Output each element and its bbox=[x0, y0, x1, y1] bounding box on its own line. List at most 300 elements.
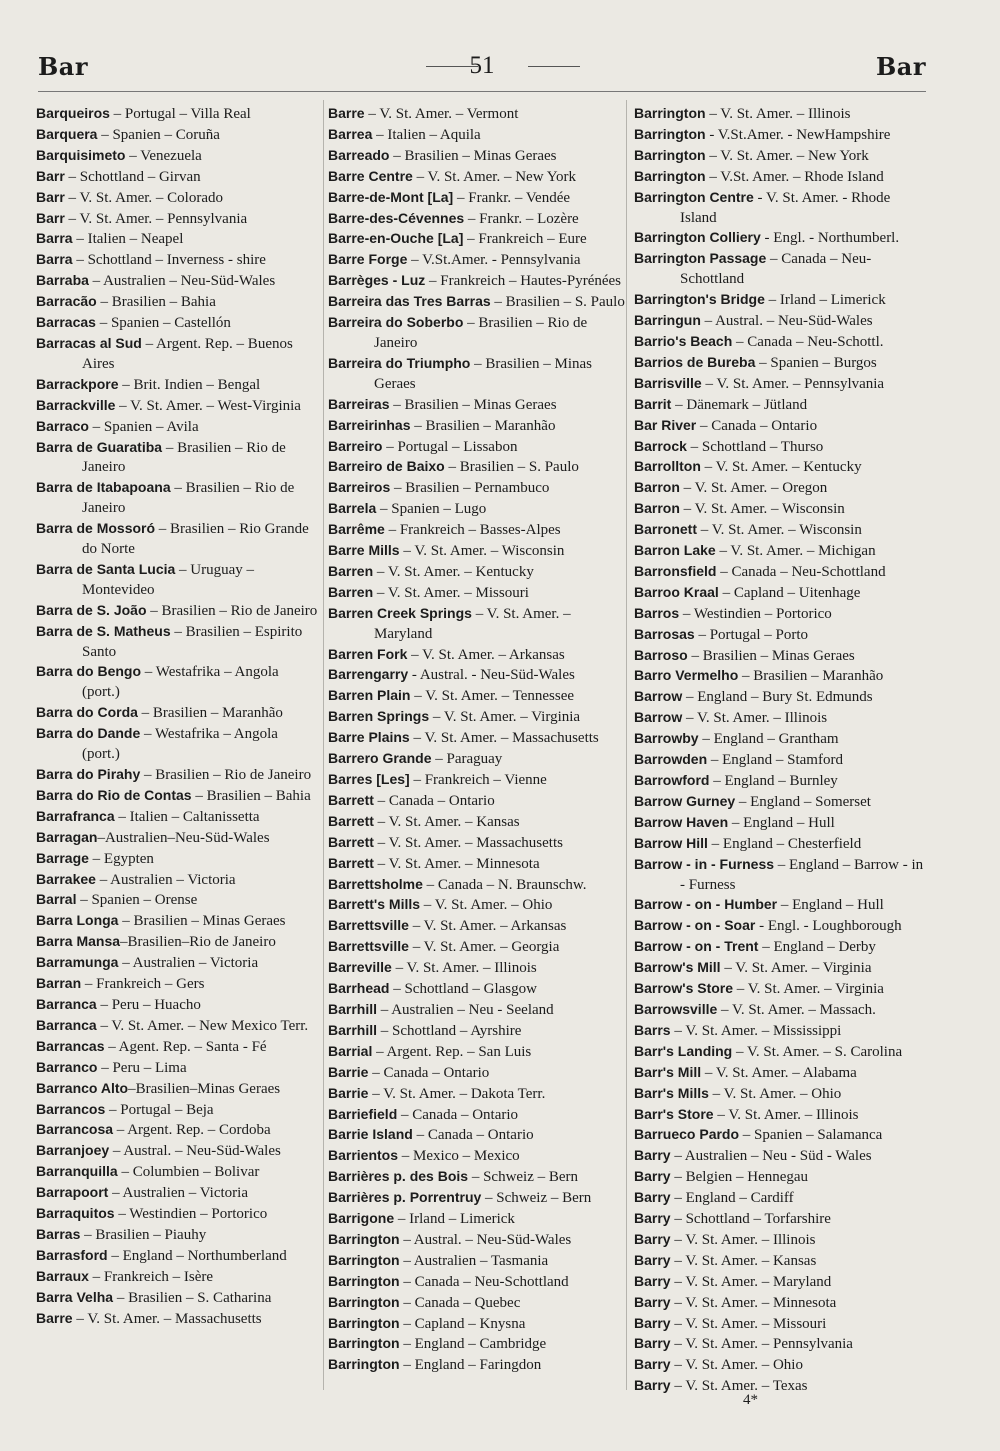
gazetteer-entry bbox=[634, 1042, 930, 1063]
gazetteer-entry bbox=[634, 457, 930, 478]
entry-location: – Belgien – Hennegau bbox=[670, 1169, 809, 1186]
entry-location: – V. St. Amer. – Massachusetts bbox=[373, 834, 563, 851]
entry-location: – Peru – Huacho bbox=[96, 996, 201, 1013]
entry-location: – V. St. Amer. – New York bbox=[412, 168, 577, 185]
gazetteer-entry bbox=[36, 292, 319, 313]
gazetteer-entry bbox=[634, 104, 930, 125]
entry-headword: Barren bbox=[328, 562, 374, 579]
gazetteer-entry bbox=[36, 1058, 319, 1079]
entry-location: – Australien – Neu-Süd-Wales bbox=[88, 273, 276, 290]
entry-location: – Frankreich – Basses-Alpes bbox=[384, 522, 561, 539]
entry-location: – Brasilien – Rio de Janeiro bbox=[140, 767, 312, 783]
entry-location: – Frankreich – Eure bbox=[463, 231, 587, 248]
entry-headword: Barroo Kraal bbox=[634, 583, 719, 600]
gazetteer-entry bbox=[634, 1000, 930, 1021]
entry-headword: Barra de Santa Lucia bbox=[36, 560, 176, 577]
entry-location: – Austral. – Neu-Süd-Wales bbox=[109, 1143, 281, 1160]
entry-location: – Schottland – Thurso bbox=[686, 438, 824, 455]
entry-headword: Barron Lake bbox=[634, 542, 716, 559]
entry-location: – V. St. Amer. – Virginia bbox=[720, 960, 872, 977]
gazetteer-entry bbox=[36, 870, 319, 891]
entry-headword: Barra de S. João bbox=[36, 601, 147, 618]
gazetteer-entry bbox=[36, 622, 319, 663]
entry-headword: Barrington bbox=[328, 1293, 400, 1310]
entry-location: – Schottland – Ayrshire bbox=[377, 1022, 522, 1039]
entry-location: – V. St. Amer. – Ohio bbox=[708, 1085, 842, 1102]
entry-headword: Barrow - on - Humber bbox=[634, 896, 778, 913]
entry-headword: Barra bbox=[36, 251, 73, 268]
entry-location: – Austral. – Neu-Süd-Wales bbox=[399, 1231, 572, 1248]
gazetteer-entry bbox=[36, 334, 319, 375]
entry-headword: Barranca bbox=[36, 995, 97, 1012]
entry-headword: Barra de S. Matheus bbox=[36, 622, 171, 639]
gazetteer-entry bbox=[328, 749, 626, 770]
gazetteer-entry bbox=[634, 750, 930, 771]
entry-headword: Barrackpore bbox=[36, 375, 119, 392]
entry-location: – Brasilien – Pernambuco bbox=[390, 480, 550, 497]
gazetteer-entry bbox=[634, 813, 930, 834]
entry-location: – V. St. Amer. – Pennsylvania bbox=[701, 375, 885, 392]
entry-location: – Schweiz – Bern bbox=[468, 1169, 579, 1186]
entry-headword: Barrington bbox=[328, 1230, 400, 1247]
gazetteer-entry bbox=[328, 562, 626, 583]
entry-location: – V. St. Amer. – Colorado bbox=[64, 189, 224, 206]
entry-location: – V.St.Amer. - Pennsylvania bbox=[407, 252, 581, 269]
entry-headword: Barrettsholme bbox=[328, 875, 423, 892]
gazetteer-entry bbox=[36, 438, 319, 479]
entry-location: – V. St. Amer. – Maryland bbox=[374, 605, 571, 642]
entry-headword: Barral bbox=[36, 891, 77, 908]
entry-headword: Barranco bbox=[36, 1058, 98, 1075]
gazetteer-entry bbox=[634, 625, 930, 646]
entry-headword: Barrela bbox=[328, 500, 377, 517]
entry-location: – Brasilien – S. Paulo bbox=[490, 294, 625, 311]
entry-location: – Brit. Indien – Bengal bbox=[118, 376, 261, 393]
gazetteer-entry bbox=[634, 895, 930, 916]
gazetteer-entry bbox=[328, 1251, 626, 1272]
entry-location: – Columbien – Bolivar bbox=[117, 1164, 260, 1181]
entry-location: – Brasilien – Minas Geraes bbox=[118, 913, 286, 930]
entry-headword: Barre Centre bbox=[328, 167, 413, 184]
gazetteer-entry bbox=[36, 229, 319, 250]
gazetteer-entry bbox=[328, 395, 626, 416]
gazetteer-entry bbox=[328, 271, 626, 292]
gazetteer-entry bbox=[36, 807, 319, 828]
entry-location: – V. St. Amer. – Virginia bbox=[429, 709, 581, 726]
entry-headword: Barrapoort bbox=[36, 1184, 109, 1201]
gazetteer-entry bbox=[634, 1167, 930, 1188]
entry-location: – Spanien – Lugo bbox=[376, 501, 487, 518]
gazetteer-entry bbox=[634, 416, 930, 437]
entry-location: – V. St. Amer. – Illinois bbox=[391, 960, 537, 977]
gazetteer-entry bbox=[328, 583, 626, 604]
entry-headword: Barren Plain bbox=[328, 687, 411, 704]
entry-location: – V. St. Amer. – Kentucky bbox=[700, 459, 862, 476]
entry-headword: Barra do Pirahy bbox=[36, 766, 141, 782]
entry-headword: Barracas bbox=[36, 314, 96, 331]
gazetteer-entry bbox=[634, 332, 930, 353]
entry-headword: Barreiro bbox=[328, 437, 383, 454]
entry-location: – Brasilien – Maranhão bbox=[410, 417, 556, 434]
gazetteer-entry bbox=[328, 209, 626, 230]
gazetteer-entry bbox=[328, 645, 626, 666]
entry-headword: Barreiros bbox=[328, 479, 391, 496]
entry-headword: Barronsfield bbox=[634, 562, 717, 579]
entry-location: – V. St. Amer. – Kentucky bbox=[373, 563, 534, 580]
entry-location: – Canada – Ontario bbox=[368, 1064, 490, 1081]
entry-headword: Barry bbox=[634, 1210, 671, 1227]
entry-location: – Schottland – Torfarshire bbox=[670, 1211, 831, 1228]
entry-location: – V.St. Amer. – Rhode Island bbox=[705, 168, 884, 185]
entry-headword: Barra Mansa bbox=[36, 933, 121, 950]
entry-headword: Barreiras bbox=[328, 395, 390, 412]
entry-headword: Barr's Mill bbox=[634, 1063, 702, 1080]
entry-location: – Italien – Caltanissetta bbox=[114, 808, 260, 825]
gazetteer-entry bbox=[634, 855, 930, 896]
entry-location: – V. St. Amer. – Wisconsin bbox=[679, 501, 845, 518]
entry-location: – England – Grantham bbox=[698, 731, 839, 748]
entry-location: – England – Northumberland bbox=[107, 1247, 287, 1264]
entry-location: – England – Barrow - in - Furness bbox=[680, 856, 924, 893]
entry-headword: Barre Plains bbox=[328, 729, 410, 746]
gazetteer-entry bbox=[36, 396, 319, 417]
entry-headword: Barreira das Tres Barras bbox=[328, 293, 491, 310]
gazetteer-entry bbox=[328, 1167, 626, 1188]
running-head-left: Bar bbox=[38, 52, 88, 81]
entry-location: – England – Hull bbox=[728, 814, 835, 831]
entry-headword: Barros bbox=[634, 604, 680, 621]
gazetteer-entry bbox=[328, 541, 626, 562]
entry-headword: Barrhill bbox=[328, 1000, 378, 1017]
gazetteer-entry bbox=[328, 188, 626, 209]
entry-headword: Barrientos bbox=[328, 1147, 399, 1164]
gazetteer-entry bbox=[36, 1016, 319, 1037]
entry-headword: Barra Velha bbox=[36, 1288, 114, 1305]
entry-headword: Barrisville bbox=[634, 374, 702, 391]
entry-headword: Barrow - on - Soar bbox=[634, 917, 756, 934]
page-header bbox=[38, 50, 926, 86]
entry-headword: Barrueco Pardo bbox=[634, 1126, 740, 1143]
entry-headword: Barrow Gurney bbox=[634, 792, 736, 809]
gazetteer-entry bbox=[328, 979, 626, 1000]
entry-location: – Frankreich – Gers bbox=[81, 976, 205, 993]
entry-location: – Egypten bbox=[88, 850, 154, 867]
entry-headword: Barr bbox=[36, 167, 65, 184]
entry-location: – Capland – Uitenhage bbox=[718, 584, 861, 601]
entry-headword: Barrow - in - Furness bbox=[634, 855, 775, 872]
entry-location: – V. St. Amer. – Missouri bbox=[373, 584, 529, 601]
entry-location: – Brasilien – Minas Geraes bbox=[374, 355, 593, 392]
entry-headword: Barrancosa bbox=[36, 1121, 114, 1138]
gazetteer-entry bbox=[36, 724, 319, 765]
gazetteer-entry bbox=[634, 958, 930, 979]
gazetteer-entry bbox=[634, 916, 930, 937]
entry-headword: Bar River bbox=[634, 416, 697, 433]
entry-location: – V. St. Amer. – Kansas bbox=[373, 813, 520, 830]
gazetteer-entry bbox=[36, 146, 319, 167]
gazetteer-entry bbox=[36, 1120, 319, 1141]
entry-headword: Barrettsville bbox=[328, 917, 409, 934]
entry-location: – Italien – Aquila bbox=[372, 126, 481, 143]
gazetteer-entry bbox=[36, 703, 319, 724]
entry-headword: Barrowsville bbox=[634, 1000, 718, 1017]
entry-location: – Austral. – Neu-Süd-Wales bbox=[700, 313, 873, 330]
entry-location: – Canada – Ontario bbox=[696, 417, 818, 434]
entry-location: – Frankreich – Vienne bbox=[409, 772, 547, 788]
entry-headword: Barry bbox=[634, 1189, 671, 1206]
entry-headword: Barraba bbox=[36, 272, 89, 289]
entry-location: – Argent. Rep. – Buenos Aires bbox=[82, 335, 293, 372]
entry-location: – Brasilien – Rio de Janeiro bbox=[374, 315, 588, 351]
entry-location: - V.St.Amer. - NewHampshire bbox=[705, 126, 891, 143]
entry-headword: Barrowford bbox=[634, 772, 710, 788]
entry-headword: Barrèges - Luz bbox=[328, 272, 426, 289]
entry-location: – Australien – Victoria bbox=[108, 1185, 248, 1202]
entry-location: – Spanien – Coruña bbox=[97, 126, 220, 143]
gazetteer-entry bbox=[634, 290, 930, 311]
gazetteer-entry bbox=[328, 1293, 626, 1314]
gazetteer-entry bbox=[634, 937, 930, 958]
entry-location: – V. St. Amer. – Michigan bbox=[715, 543, 876, 560]
gazetteer-entry bbox=[634, 834, 930, 855]
entry-headword: Barrington bbox=[328, 1251, 400, 1268]
gazetteer-entry bbox=[36, 1204, 319, 1225]
entry-location: – Brasilien – Rio de Janeiro bbox=[146, 602, 318, 619]
gazetteer-entry bbox=[328, 1355, 626, 1376]
entry-headword: Barrow bbox=[634, 688, 683, 705]
entry-location: – Brasilien – Rio de Janeiro bbox=[82, 439, 286, 476]
entry-location: – V. St. Amer. – Tennessee bbox=[410, 688, 575, 705]
gazetteer-entry bbox=[36, 849, 319, 870]
gazetteer-entry bbox=[36, 911, 319, 932]
entry-headword: Barren bbox=[328, 583, 374, 600]
entry-location: – Portugal – Beja bbox=[105, 1101, 214, 1118]
gazetteer-entry bbox=[36, 1288, 319, 1309]
entry-headword: Barrackville bbox=[36, 396, 116, 413]
gazetteer-entry bbox=[36, 932, 319, 953]
gazetteer-entry bbox=[328, 167, 626, 188]
entry-headword: Barrial bbox=[328, 1042, 373, 1059]
entry-location: – England – Burnley bbox=[709, 773, 838, 789]
entry-location: – Canada – Neu-Schottland bbox=[716, 563, 886, 580]
entry-headword: Barres [Les] bbox=[328, 771, 410, 787]
header-rule-right bbox=[528, 66, 580, 67]
entry-headword: Barrettsville bbox=[328, 938, 409, 955]
gazetteer-entry bbox=[328, 1188, 626, 1209]
entry-headword: Barre-des-Cévennes bbox=[328, 209, 465, 226]
gazetteer-entry bbox=[634, 708, 930, 729]
entry-headword: Barrengarry bbox=[328, 666, 409, 683]
entry-location: – Portugal – Villa Real bbox=[109, 106, 251, 122]
gazetteer-entry bbox=[328, 916, 626, 937]
gazetteer-entry bbox=[36, 995, 319, 1016]
entry-location: – Brasilien – Minas Geraes bbox=[389, 147, 557, 164]
entry-location: - Engl. - Northumberl. bbox=[760, 230, 900, 247]
entry-location: – V. St. Amer. – Illinois bbox=[713, 1106, 859, 1123]
entry-location: – Westindien – Portorico bbox=[114, 1206, 268, 1223]
gazetteer-entry bbox=[36, 1309, 319, 1330]
entry-location: - Engl. - Loughborough bbox=[755, 918, 902, 935]
entry-location: – V. St. Amer. – Wisconsin bbox=[697, 522, 862, 539]
header-divider bbox=[38, 91, 926, 92]
gazetteer-entry bbox=[36, 828, 319, 849]
entry-headword: Barra do Dande bbox=[36, 725, 141, 742]
entry-headword: Barry bbox=[634, 1272, 671, 1289]
entry-headword: Barrières p. des Bois bbox=[328, 1168, 469, 1185]
entry-location: – Spanien – Burgos bbox=[755, 354, 877, 371]
entry-headword: Barrington bbox=[328, 1272, 400, 1289]
entry-headword: Barrett bbox=[328, 833, 374, 850]
entry-headword: Barquera bbox=[36, 125, 98, 142]
entry-location: – Canada – Quebec bbox=[399, 1294, 521, 1311]
entry-headword: Barrancos bbox=[36, 1100, 106, 1117]
entry-headword: Barrs bbox=[634, 1021, 671, 1038]
entry-location: – Frankreich – Isère bbox=[88, 1268, 214, 1285]
gazetteer-entry bbox=[36, 890, 319, 911]
entry-headword: Barrhead bbox=[328, 980, 390, 997]
entry-location: – V. St. Amer. – Mississippi bbox=[670, 1022, 842, 1039]
entry-location: – V. St. Amer. – Illinois bbox=[682, 710, 828, 727]
entry-location: – V. St. Amer. – Vermont bbox=[364, 106, 519, 122]
gazetteer-entry bbox=[36, 1225, 319, 1246]
entry-location: – Australien – Neu - Süd - Wales bbox=[670, 1148, 872, 1165]
gazetteer-entry bbox=[328, 146, 626, 167]
entry-headword: Barrow's Store bbox=[634, 980, 734, 997]
entry-headword: Barrington bbox=[634, 125, 706, 142]
entry-location: – V. St. Amer. – Massachusetts bbox=[72, 1310, 262, 1327]
entry-location: – V. St. Amer. – Pennsylvania bbox=[64, 210, 248, 227]
gazetteer-entry bbox=[328, 686, 626, 707]
entry-headword: Barr's Mills bbox=[634, 1084, 709, 1101]
entry-location: – Schweiz – Bern bbox=[481, 1190, 592, 1207]
entry-headword: Barrow Haven bbox=[634, 813, 729, 830]
entry-location: – V. St. Amer. – New Mexico Terr. bbox=[96, 1017, 309, 1034]
entry-location: – Westafrika – Angola (port.) bbox=[82, 726, 278, 763]
gazetteer-entry bbox=[634, 1272, 930, 1293]
entry-headword: Barranco Alto bbox=[36, 1079, 129, 1096]
gazetteer-entry bbox=[328, 707, 626, 728]
gazetteer-entry bbox=[328, 1230, 626, 1251]
page-number: 51 bbox=[469, 52, 495, 79]
entry-headword: Barre-en-Ouche [La] bbox=[328, 230, 464, 247]
entry-headword: Barre bbox=[328, 105, 365, 121]
gazetteer-entry bbox=[634, 604, 930, 625]
entry-headword: Barr's Store bbox=[634, 1105, 714, 1122]
entry-headword: Barrasford bbox=[36, 1246, 108, 1263]
gazetteer-entry bbox=[634, 1021, 930, 1042]
entry-headword: Barry bbox=[634, 1314, 671, 1331]
gazetteer-entry bbox=[328, 958, 626, 979]
entry-location: – V. St. Amer. – Virginia bbox=[733, 981, 884, 998]
gazetteer-entry bbox=[328, 728, 626, 749]
gazetteer-entry bbox=[634, 771, 930, 792]
gazetteer-entry bbox=[634, 374, 930, 395]
entry-headword: Barqueiros bbox=[36, 105, 110, 121]
entry-headword: Barry bbox=[634, 1377, 671, 1394]
entry-location: – Canada – Neu-Schottland bbox=[399, 1273, 569, 1290]
entry-location: – Irland – Limerick bbox=[394, 1211, 515, 1228]
gazetteer-entry bbox=[328, 833, 626, 854]
gazetteer-entry bbox=[634, 520, 930, 541]
column-1 bbox=[36, 104, 319, 1394]
gazetteer-entry bbox=[36, 786, 319, 807]
entry-headword: Barrow's Mill bbox=[634, 959, 721, 976]
entry-location: – V. St. Amer. – Minnesota bbox=[670, 1294, 837, 1311]
entry-location: – England – Hull bbox=[777, 897, 884, 914]
entry-headword: Barra do Rio de Contas bbox=[36, 786, 192, 803]
entry-headword: Barrington bbox=[328, 1335, 400, 1352]
entry-location: - V. St. Amer. - Rhode Island bbox=[680, 189, 891, 226]
gazetteer-entry bbox=[634, 1125, 930, 1146]
gazetteer-entry bbox=[634, 249, 930, 290]
entry-headword: Barry bbox=[634, 1147, 671, 1164]
entry-headword: Barrington's Bridge bbox=[634, 291, 765, 308]
gazetteer-entry bbox=[36, 1100, 319, 1121]
entry-headword: Barrowden bbox=[634, 751, 708, 768]
entry-headword: Barry bbox=[634, 1230, 671, 1247]
gazetteer-entry bbox=[634, 167, 930, 188]
entry-location: – Uruguay – Montevideo bbox=[82, 561, 255, 598]
entry-location: – Canada – Ontario bbox=[373, 792, 495, 809]
entry-headword: Barre-de-Mont [La] bbox=[328, 188, 454, 205]
entry-headword: Barrakee bbox=[36, 870, 96, 887]
gazetteer-entry bbox=[634, 146, 930, 167]
entry-location: – Frankr. – Vendée bbox=[453, 189, 571, 206]
entry-headword: Barr bbox=[36, 188, 65, 205]
entry-headword: Barrême bbox=[328, 521, 385, 538]
entry-location: – Peru – Lima bbox=[97, 1059, 187, 1076]
gazetteer-entry bbox=[328, 416, 626, 437]
entry-location: – Venezuela bbox=[125, 147, 202, 164]
gazetteer-entry bbox=[36, 1037, 319, 1058]
entry-location: – England – Chesterfield bbox=[707, 835, 862, 852]
entry-location: – Australien – Neu - Seeland bbox=[377, 1001, 554, 1018]
entry-location: – Australien – Victoria bbox=[95, 871, 236, 888]
entry-headword: Barrock bbox=[634, 437, 687, 454]
entry-headword: Barreado bbox=[328, 146, 390, 163]
entry-headword: Barreira do Soberbo bbox=[328, 314, 464, 331]
gazetteer-entry bbox=[36, 1079, 319, 1100]
gazetteer-entry bbox=[634, 646, 930, 667]
entry-location: – Paraguay bbox=[431, 751, 503, 768]
entry-headword: Barraco bbox=[36, 417, 89, 434]
entry-headword: Barranjoey bbox=[36, 1142, 110, 1159]
entry-location: – Schottland – Girvan bbox=[64, 168, 201, 185]
entry-location: – Capland – Knysna bbox=[399, 1315, 526, 1332]
entry-location: – V. St. Amer. – West-Virginia bbox=[115, 397, 301, 414]
entry-headword: Barrington bbox=[634, 167, 706, 184]
gazetteer-entry bbox=[634, 1376, 930, 1394]
entry-location: – Spanien – Orense bbox=[76, 892, 198, 909]
gazetteer-entry bbox=[634, 228, 930, 249]
entry-headword: Barrowby bbox=[634, 730, 699, 747]
entry-location: – Brasilien – Rio de Janeiro bbox=[82, 480, 295, 517]
entry-location: – Spanien – Avila bbox=[88, 418, 199, 435]
entry-headword: Barra de Guaratiba bbox=[36, 438, 163, 455]
entry-location: – Portugal – Porto bbox=[694, 626, 809, 643]
entry-location: – V. St. Amer. – Dakota Terr. bbox=[368, 1085, 546, 1102]
entry-location: – V. St. Amer. – Kansas bbox=[670, 1252, 817, 1269]
gazetteer-entry bbox=[634, 1334, 930, 1355]
gazetteer-entry bbox=[634, 583, 930, 604]
entry-headword: Barrington Passage bbox=[634, 250, 767, 267]
gazetteer-entry bbox=[634, 437, 930, 458]
entry-headword: Barrie bbox=[328, 1063, 369, 1080]
entry-location: – V. St. Amer. – Georgia bbox=[408, 939, 560, 956]
gazetteer-entry bbox=[328, 604, 626, 645]
entry-location: – Dänemark – Jütland bbox=[671, 396, 808, 413]
gazetteer-entry bbox=[634, 125, 930, 146]
